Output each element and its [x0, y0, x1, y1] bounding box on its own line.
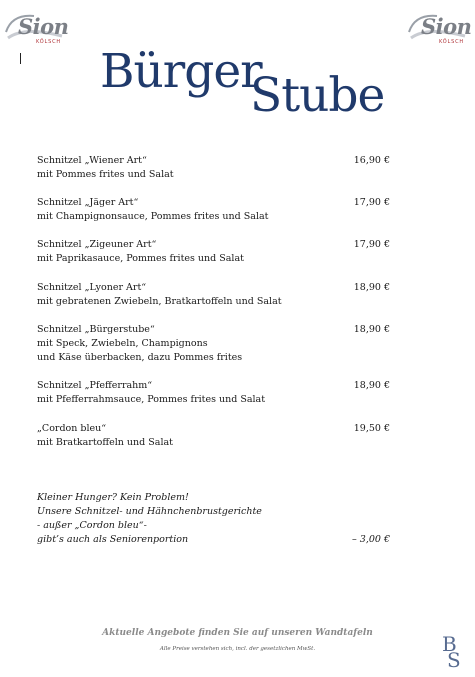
- menu-item: [37, 154, 390, 182]
- menu-item-price: 17,90 €: [353, 239, 390, 250]
- logo-sub: KÖLSCH: [439, 39, 464, 45]
- menu-item-desc: mit Pfefferrahmsauce, Pommes frites und Salat: [37, 394, 266, 405]
- footer-vat-note: Alle Preise verstehen sich, incl. der gesetzlichen MwSt.: [159, 646, 316, 652]
- menu-item-desc: und Käse überbacken, dazu Pommes frites: [37, 352, 243, 363]
- menu-item-price: 18,90 €: [353, 282, 390, 293]
- note-price: – 3,00 €: [352, 534, 390, 545]
- menu-item-desc: mit Bratkartoffeln und Salat: [37, 437, 173, 448]
- menu-item-name: Schnitzel „Lyoner Art“: [37, 282, 147, 293]
- menu-item-price: 18,90 €: [353, 380, 390, 391]
- logo-brand: Sion: [18, 14, 69, 39]
- menu-item-desc: mit Pommes frites und Salat: [37, 169, 174, 180]
- menu-item: [37, 422, 390, 450]
- logo-sub: KÖLSCH: [36, 39, 61, 45]
- menu-item-name: Schnitzel „Jäger Art“: [37, 197, 139, 208]
- menu-item-name: Schnitzel „Pfefferrahm“: [37, 380, 153, 391]
- note-line: Kleiner Hunger? Kein Problem!: [37, 492, 189, 503]
- note-line: gibt’s auch als Seniorenportion: [37, 534, 189, 545]
- footer-offers: Aktuelle Angebote finden Sie auf unseren Wandtafeln: [102, 628, 373, 638]
- menu-item-price: 19,50 €: [353, 423, 390, 434]
- menu-item: [37, 323, 390, 365]
- monogram-s: S: [447, 648, 461, 672]
- monogram-b: B: [442, 632, 457, 656]
- menu-item-name: „Cordon bleu“: [37, 423, 107, 434]
- sion-logo-left: [4, 8, 68, 52]
- menu-item: [37, 281, 390, 309]
- menu-item-price: 17,90 €: [353, 197, 390, 208]
- menu-item: [37, 196, 390, 224]
- menu-item-desc: mit gebratenen Zwiebeln, Bratkartoffeln und Salat: [37, 296, 282, 307]
- title-part1: Bürger: [100, 44, 262, 99]
- menu-item-desc: mit Champignonsauce, Pommes frites und Salat: [37, 211, 269, 222]
- bs-monogram: [442, 632, 466, 672]
- senior-portion-note: [37, 491, 390, 547]
- sion-logo-right: [407, 8, 471, 52]
- menu-item-price: 16,90 €: [353, 155, 390, 166]
- logo-brand: Sion: [421, 14, 472, 39]
- title-part2: Stube: [250, 68, 385, 123]
- menu-item-name: Schnitzel „Bürgerstube“: [37, 324, 155, 335]
- note-line: - außer „Cordon bleu“-: [37, 520, 147, 531]
- menu-item-desc: mit Paprikasauce, Pommes frites und Salat: [37, 253, 244, 264]
- page-title: [100, 44, 400, 124]
- menu-item-name: Schnitzel „Zigeuner Art“: [37, 239, 157, 250]
- menu-item-price: 18,90 €: [353, 324, 390, 335]
- menu-item: [37, 238, 390, 266]
- note-line: Unsere Schnitzel- und Hähnchenbrustgerichte: [37, 506, 262, 517]
- text-cursor: [20, 53, 21, 64]
- menu-item: [37, 379, 390, 407]
- menu-item-name: Schnitzel „Wiener Art“: [37, 155, 147, 166]
- menu-item-desc: mit Speck, Zwiebeln, Champignons: [37, 338, 208, 349]
